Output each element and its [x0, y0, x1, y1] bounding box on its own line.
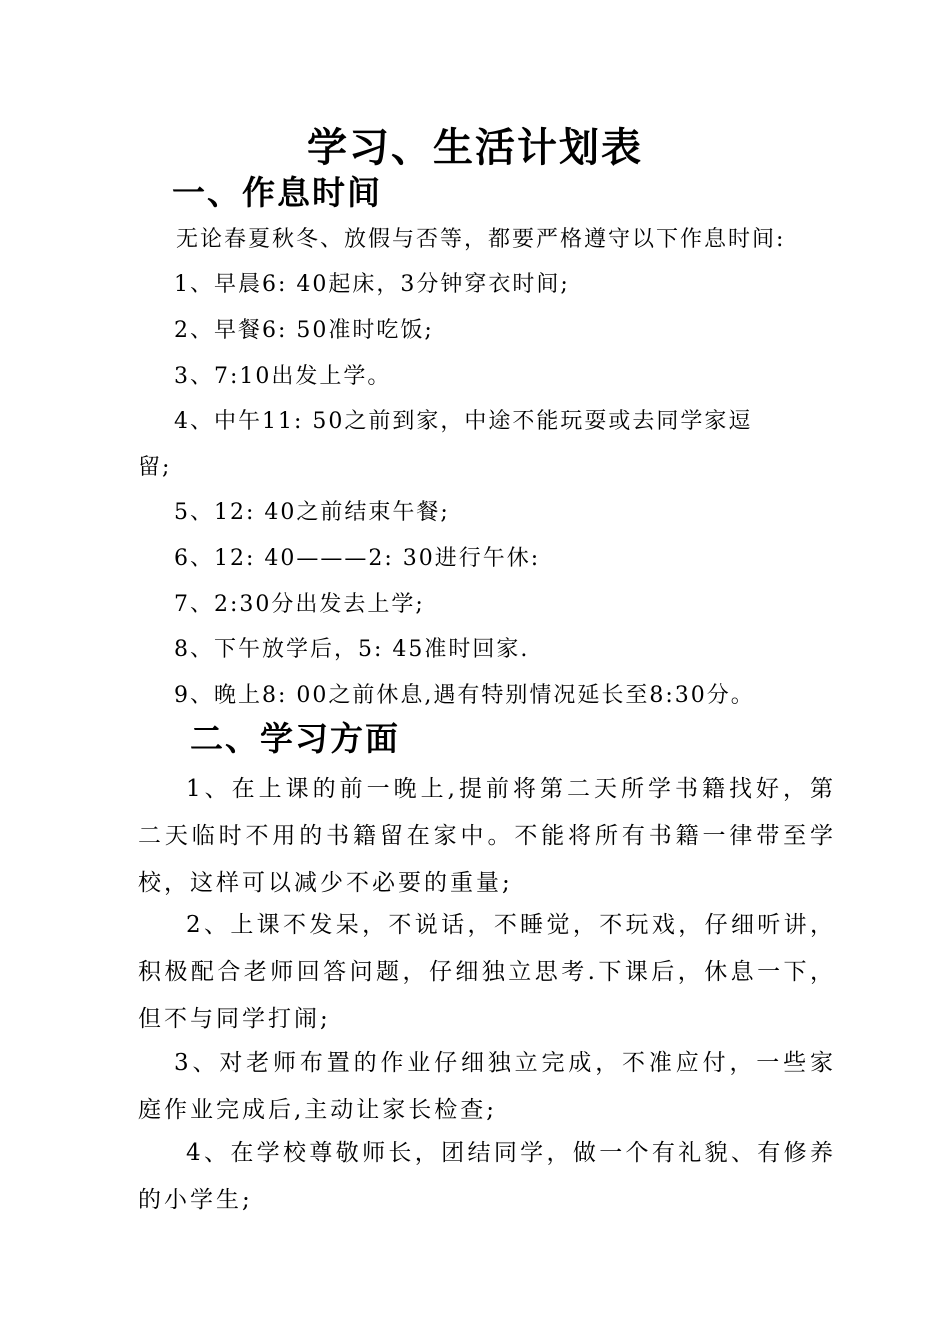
schedule-item-1: 1、早晨6: 40起床，3分钟穿衣时间; — [174, 272, 570, 297]
study-paragraph-2: 2、上课不发呆，不说话，不睡觉，不玩戏，仔细听讲，积极配合老师回答问题，仔细独立思考.下课后，休息一下，但不与同学打闹; — [138, 912, 836, 1032]
schedule-item-3: 3、7:10出发上学。 — [174, 364, 392, 389]
study-paragraph-4: 4、在学校尊敬师长，团结同学，做一个有礼貌、有修养的小学生; — [138, 1140, 836, 1213]
schedule-item-8: 8、下午放学后，5: 45准时回家. — [174, 637, 530, 662]
section-heading-study: 二、学习方面 — [190, 719, 400, 758]
schedule-item-4: 4、中午11: 50之前到家，中途不能玩耍或去同学家逗 — [174, 409, 753, 434]
schedule-item-9: 9、晚上8: 00之前休息,遇有特别情况延长至8:30分。 — [174, 683, 755, 708]
schedule-intro: 无论春夏秋冬、放假与否等，都要严格遵守以下作息时间: — [176, 227, 786, 252]
schedule-item-5: 5、12: 40之前结束午餐; — [174, 500, 450, 525]
schedule-item-4-continued: 留; — [138, 455, 172, 480]
page-title: 学习、生活计划表 — [307, 124, 643, 171]
schedule-item-6: 6、12: 40———2: 30进行午休: — [174, 546, 541, 571]
study-paragraph-1: 1、在上课的前一晚上,提前将第二天所学书籍找好，第二天临时不用的书籍留在家中。不能将所有书籍一律带至学校，这样可以减少不必要的重量; — [138, 776, 836, 896]
schedule-item-7: 7、2:30分出发去上学; — [174, 592, 425, 617]
section-heading-schedule: 一、作息时间 — [172, 173, 382, 212]
schedule-item-2: 2、早餐6: 50准时吃饭; — [174, 318, 434, 343]
study-paragraph-3: 3、对老师布置的作业仔细独立完成，不准应付，一些家庭作业完成后,主动让家长检查; — [138, 1050, 836, 1123]
